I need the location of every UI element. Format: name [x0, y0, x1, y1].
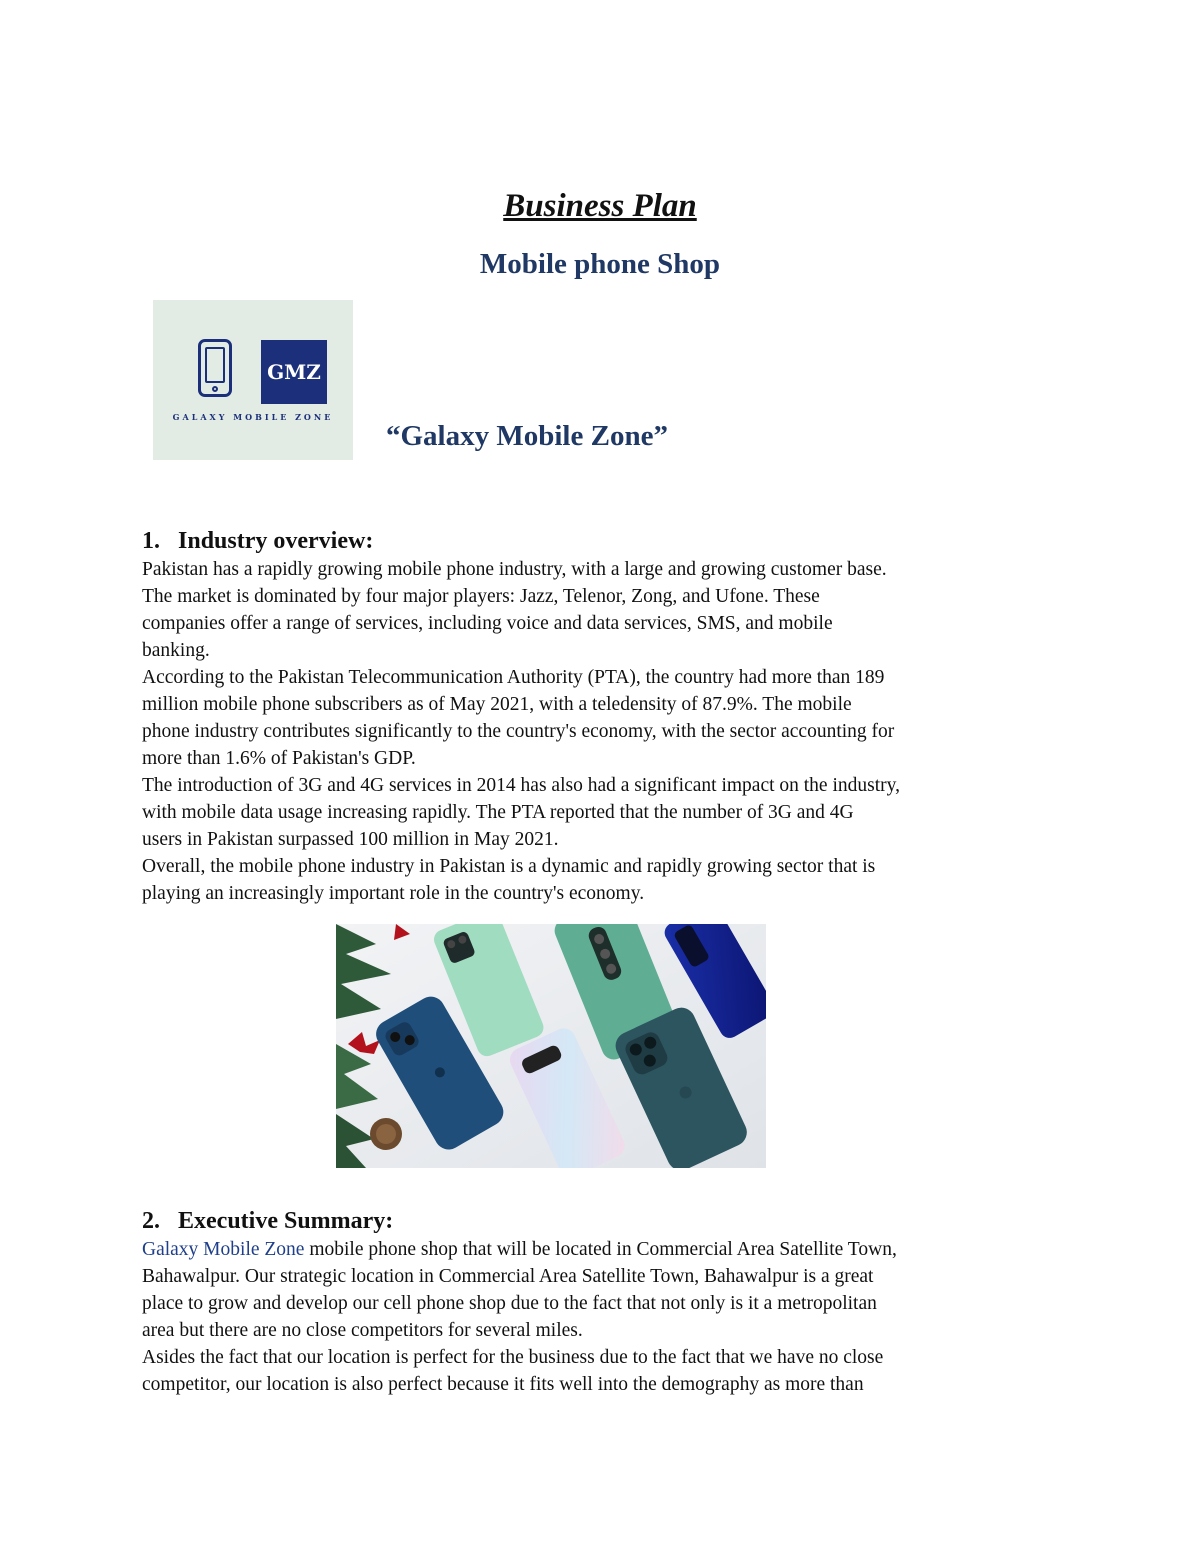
text-line: Overall, the mobile phone industry in Pakistan is a dynamic and rapidly growing sector that is	[142, 856, 876, 877]
section-title: Industry overview:	[178, 528, 374, 554]
section-heading-executive-summary	[142, 1206, 393, 1236]
text-line: phone industry contributes significantly to the country's economy, with the sector accounting for	[142, 721, 895, 742]
company-logo	[153, 300, 353, 460]
text-line: Bahawalpur. Our strategic location in Commercial Area Satellite Town, Bahawalpur is a great	[142, 1266, 874, 1287]
text-line: users in Pakistan surpassed 100 million in May 2021.	[142, 829, 559, 850]
smartphones-photo	[336, 924, 766, 1168]
section-number: 2.	[142, 1208, 160, 1234]
document-subtitle: Mobile phone Shop	[479, 248, 721, 280]
text-line: The introduction of 3G and 4G services in 2014 has also had a significant impact on the industry,	[142, 775, 900, 796]
industry-overview-text	[142, 556, 1072, 907]
phone-button-shape	[212, 386, 218, 392]
section-title: Executive Summary:	[178, 1208, 394, 1234]
company-name-link[interactable]: Galaxy Mobile Zone	[142, 1239, 305, 1260]
brand-name-quote: “Galaxy Mobile Zone”	[386, 420, 668, 452]
text-line: with mobile data usage increasing rapidly. The PTA reported that the number of 3G and 4G	[142, 802, 854, 823]
logo-tagline: GALAXY MOBILE ZONE	[172, 412, 334, 422]
text-line: According to the Pakistan Telecommunication Authority (PTA), the country had more than 189	[142, 667, 885, 688]
text-line: area but there are no close competitors for several miles.	[142, 1320, 583, 1341]
text-line: million mobile phone subscribers as of May 2021, with a teledensity of 87.9%. The mobile	[142, 694, 852, 715]
text-line: companies offer a range of services, including voice and data services, SMS, and mobile	[142, 613, 833, 634]
executive-summary-text	[142, 1236, 1072, 1398]
text-line: place to grow and develop our cell phone shop due to the fact that not only is it a metropolitan	[142, 1293, 877, 1314]
document-title: Business Plan	[503, 188, 697, 224]
section-number: 1.	[142, 528, 160, 554]
text-line: banking.	[142, 640, 210, 661]
text-line: Pakistan has a rapidly growing mobile phone industry, with a large and growing customer base.	[142, 559, 887, 580]
text-line: competitor, our location is also perfect because it fits well into the demography as more than	[142, 1374, 864, 1395]
text-line: The market is dominated by four major players: Jazz, Telenor, Zong, and Ufone. These	[142, 586, 820, 607]
smartphones-illustration	[336, 924, 766, 1168]
text-line	[142, 1236, 1072, 1263]
text-line: Asides the fact that our location is perfect for the business due to the fact that we have no close	[142, 1347, 884, 1368]
text-line-rest: mobile phone shop that will be located in Commercial Area Satellite Town,	[304, 1239, 897, 1260]
logo-mark: GMZ	[261, 340, 327, 404]
text-line: more than 1.6% of Pakistan's GDP.	[142, 748, 416, 769]
text-line: playing an increasingly important role in the country's economy.	[142, 883, 645, 904]
smartphone-icon	[198, 339, 232, 397]
phone-screen-shape	[205, 347, 225, 383]
section-heading-industry-overview	[142, 526, 373, 556]
